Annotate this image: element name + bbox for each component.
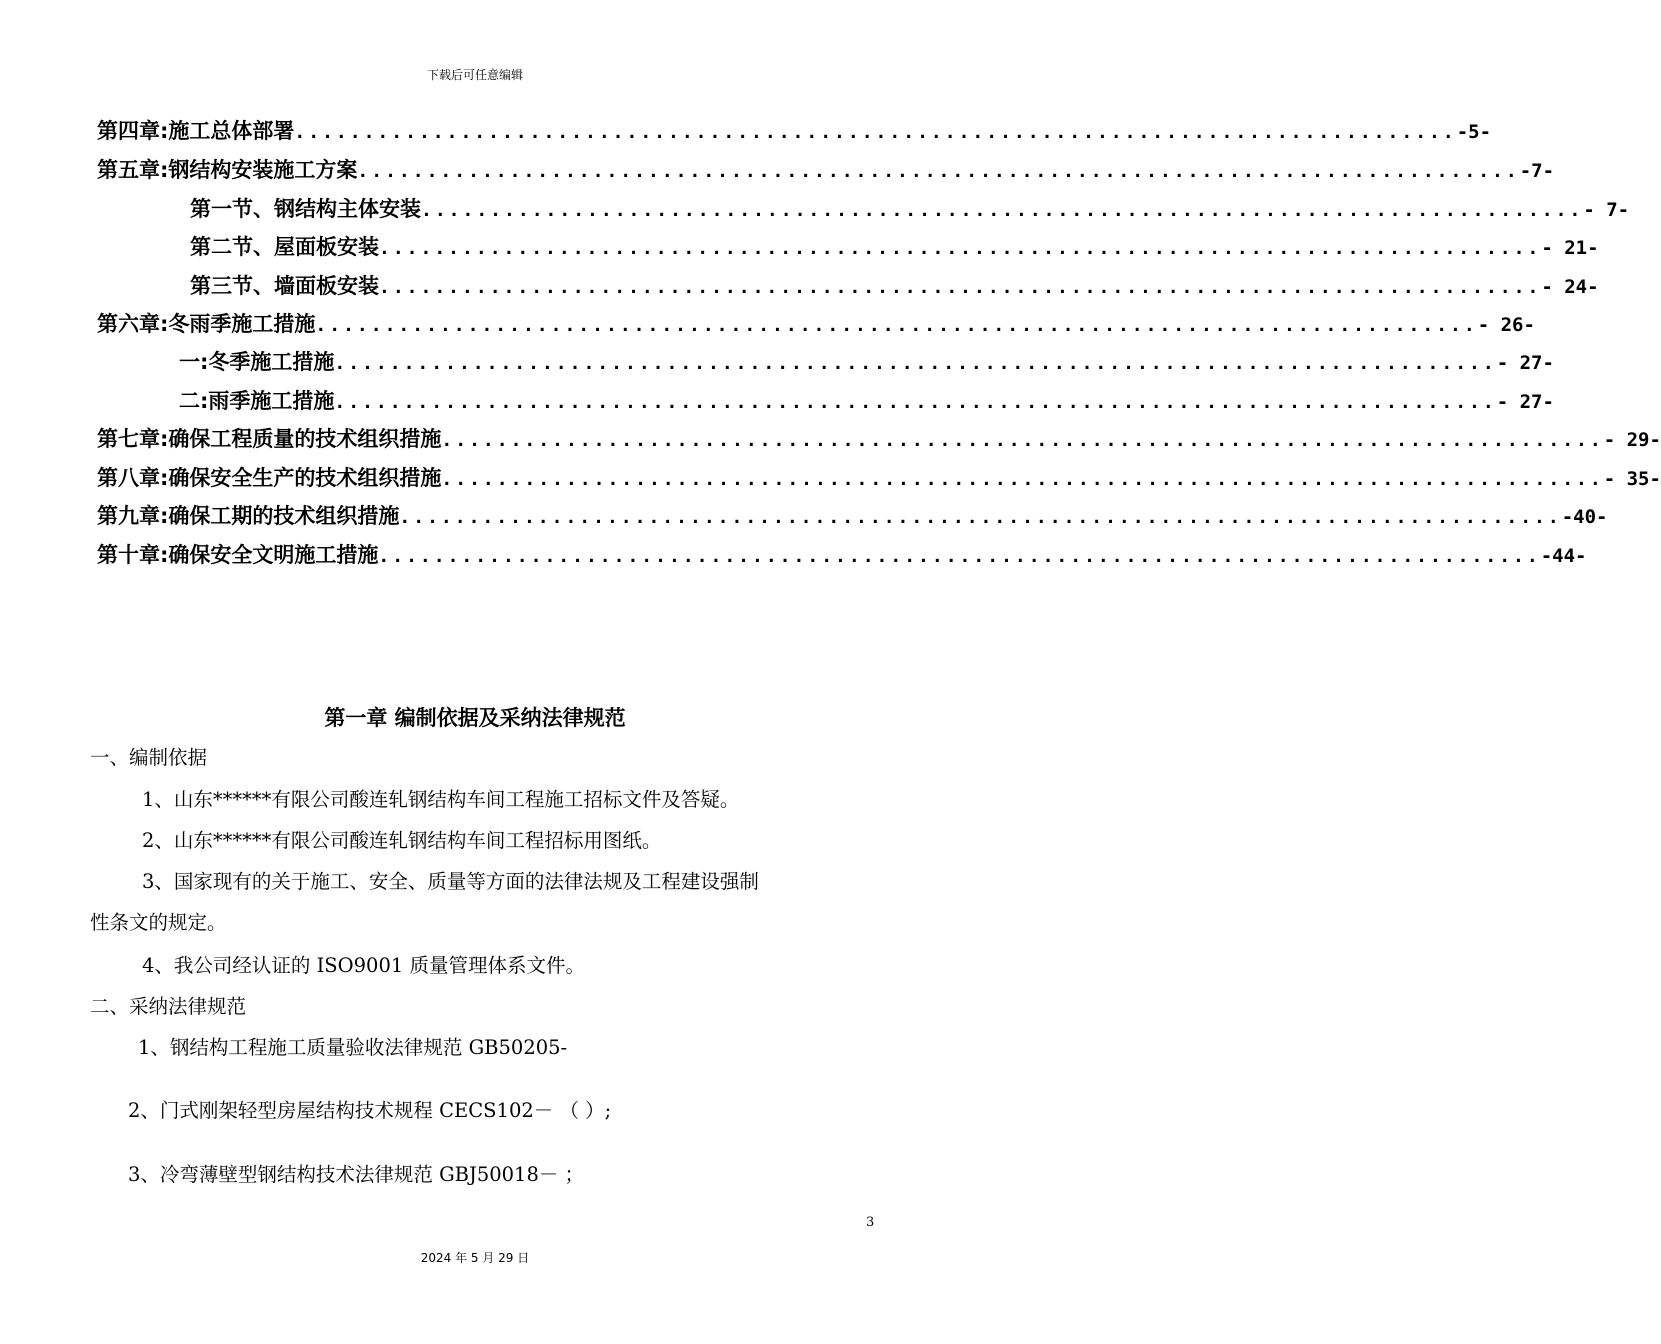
toc-entry[interactable] — [97, 463, 1661, 493]
toc-leader-dots: .................................................................................... — [399, 507, 1562, 528]
toc-leader-dots: .................................................................................... — [334, 392, 1497, 413]
toc-entry-page: -5- — [1456, 121, 1492, 143]
paragraph: 4、我公司经认证的 ISO9001 质量管理体系文件。 — [142, 954, 585, 977]
toc-leader-dots: .................................................................................... — [357, 161, 1520, 182]
toc-entry-page: - 27- — [1496, 391, 1554, 413]
paragraph: 2、山东******有限公司酸连轧钢结构车间工程招标用图纸。 — [142, 829, 662, 852]
paragraph: 1、钢结构工程施工质量验收法律规范 GB50205- — [138, 1036, 568, 1059]
toc-leader-dots: .................................................................................... — [379, 238, 1542, 259]
toc-entry-title: 一:冬季施工措施 — [179, 350, 335, 374]
toc-entry-page: - 7- — [1583, 199, 1630, 221]
toc-entry-page: - 26- — [1477, 314, 1535, 336]
toc-entry[interactable] — [190, 271, 1599, 301]
toc-entry[interactable] — [97, 116, 1492, 146]
section-heading: 二、采纳法律规范 — [90, 995, 247, 1018]
toc-entry-title: 第七章:确保工程质量的技术组织措施 — [97, 427, 442, 451]
toc-entry[interactable] — [97, 309, 1535, 339]
paragraph: 1、山东******有限公司酸连轧钢结构车间工程施工招标文件及答疑。 — [142, 788, 740, 811]
toc-entry-page: - 29- — [1603, 429, 1661, 451]
chapter-title: 第一章 编制依据及采纳法律规范 — [324, 706, 626, 730]
page-number: 3 — [866, 1215, 875, 1230]
toc-entry-title: 二:雨季施工措施 — [179, 389, 335, 413]
toc-entry[interactable] — [190, 194, 1630, 224]
toc-entry[interactable] — [97, 501, 1608, 531]
page-header: 下载后可任意编辑 — [426, 68, 523, 82]
toc-entry[interactable] — [190, 232, 1599, 262]
toc-entry-title: 第八章:确保安全生产的技术组织措施 — [97, 466, 442, 490]
toc-entry-title: 第十章:确保安全文明施工措施 — [97, 543, 379, 567]
toc-entry-page: - 24- — [1541, 276, 1599, 298]
toc-entry-title: 第六章:冬雨季施工措施 — [97, 312, 316, 336]
toc-entry[interactable] — [179, 347, 1554, 377]
toc-leader-dots: .................................................................................... — [334, 353, 1497, 374]
toc-entry-page: - 21- — [1541, 237, 1599, 259]
toc-leader-dots: .................................................................................... — [441, 430, 1604, 451]
paragraph: 性条文的规定。 — [90, 911, 227, 934]
toc-entry[interactable] — [97, 424, 1661, 454]
toc-entry[interactable] — [97, 155, 1555, 185]
toc-entry[interactable] — [179, 386, 1554, 416]
paragraph: 2、门式刚架轻型房屋结构技术规程 CECS102－ （ ）; — [128, 1099, 612, 1122]
toc-entry-title: 第一节、钢结构主体安装 — [190, 197, 421, 221]
toc-leader-dots: .................................................................................... — [379, 277, 1542, 298]
paragraph: 3、国家现有的关于施工、安全、质量等方面的法律法规及工程建设强制 — [142, 870, 759, 893]
toc-entry-title: 第四章:施工总体部署 — [97, 119, 295, 143]
toc-entry-title: 第二节、屋面板安装 — [190, 235, 379, 259]
toc-entry-page: - 35- — [1603, 468, 1661, 490]
paragraph: 3、冷弯薄壁型钢结构技术法律规范 GBJ50018－ ； — [128, 1163, 585, 1186]
toc-leader-dots: .................................................................................... — [421, 200, 1584, 221]
toc-entry-page: - 27- — [1496, 352, 1554, 374]
section-heading: 一、编制依据 — [90, 746, 208, 769]
toc-entry-page: -44- — [1540, 545, 1587, 567]
toc-leader-dots: .................................................................................... — [441, 469, 1604, 490]
toc-leader-dots: .................................................................................... — [378, 546, 1541, 567]
toc-entry-title: 第三节、墙面板安装 — [190, 274, 379, 298]
toc-leader-dots: .................................................................................... — [294, 122, 1457, 143]
toc-leader-dots: .................................................................................... — [315, 315, 1478, 336]
toc-entry-title: 第五章:钢结构安装施工方案 — [97, 158, 358, 182]
toc-entry-page: -7- — [1519, 160, 1555, 182]
page-footer-date: 2024 年 5 月 29 日 — [420, 1251, 530, 1265]
toc-entry-page: -40- — [1561, 506, 1608, 528]
toc-entry-title: 第九章:确保工期的技术组织措施 — [97, 504, 400, 528]
toc-entry[interactable] — [97, 540, 1587, 570]
